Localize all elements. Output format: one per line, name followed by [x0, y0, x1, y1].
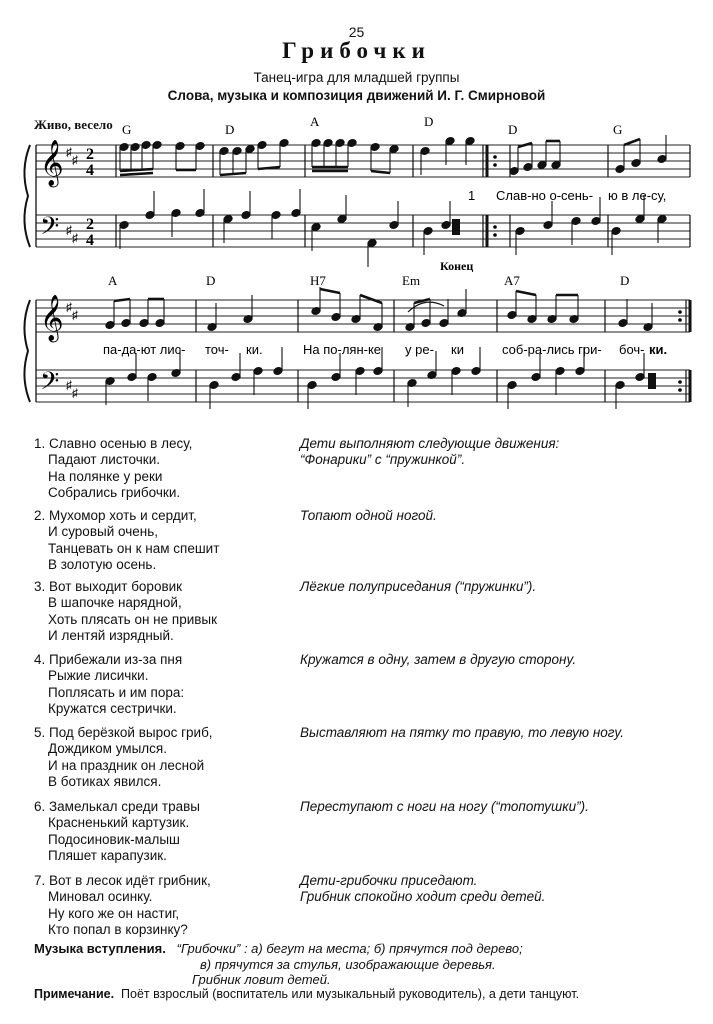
repeat-dot	[678, 318, 682, 322]
note-beam	[624, 139, 640, 145]
verse-line: Падают листочки.	[48, 452, 161, 468]
verse-line: Поплясать и им пора:	[48, 684, 185, 700]
chord-symbol: H7	[310, 273, 326, 288]
movement-line: Дети-грибочки приседают.	[300, 873, 478, 888]
verse-line: В шапочке нарядной,	[48, 595, 182, 611]
chord-block	[648, 373, 656, 389]
verse-line: Пляшет карапузик.	[48, 847, 167, 863]
verse-4	[34, 652, 184, 717]
lyric-syllables: ки.	[246, 342, 263, 357]
key-sharp: ♯	[66, 300, 72, 314]
time-signature: 4	[86, 232, 94, 249]
verse-line: Ну кого же он настиг,	[48, 905, 180, 921]
note-beam	[516, 291, 536, 295]
note-beam	[360, 295, 382, 303]
repeat-dot	[678, 388, 682, 392]
verse-line: Кто попал в корзинку?	[48, 921, 188, 937]
key-sharp: ♯	[66, 145, 72, 159]
lyric-syllables: ки	[451, 342, 464, 357]
lyric-syllables: На по-лян-ке	[303, 342, 382, 357]
movement-4	[300, 652, 576, 668]
bass-clef: 𝄢	[40, 212, 60, 247]
system-brace	[24, 300, 30, 402]
note-beam	[220, 173, 246, 175]
verse-line: И суровый очень,	[48, 524, 158, 540]
tempo-marking: Живо, весело	[34, 117, 113, 132]
repeat-dot	[493, 155, 497, 159]
movement-3	[300, 579, 536, 595]
key-sharp: ♯	[66, 378, 72, 392]
verse-line: Миновал осинку.	[48, 889, 153, 905]
verse-line: На полянке у реки	[48, 468, 163, 484]
end-mark: Конец	[440, 259, 474, 273]
movement-line: Выставляют на пятку то правую, то левую ногу.	[300, 725, 625, 740]
intro-line: в) прячутся за стулья, изображающие деревья.	[200, 956, 496, 972]
song-subtitle: Танец-игра для младшей группы	[253, 70, 460, 85]
chord-symbol: D	[225, 122, 235, 137]
verse-line: В золотую осень.	[48, 556, 157, 572]
verse-line: Кружатся сестрички.	[48, 700, 177, 716]
chord-symbol: A	[108, 273, 118, 288]
movement-6	[300, 799, 589, 815]
verse-line: 2. Мухомор хоть и сердит,	[34, 508, 197, 523]
verse-line: 7. Вот в лесок идёт грибник,	[34, 873, 211, 888]
staff-lines	[24, 140, 690, 402]
lyric-syllables: у ре-	[405, 342, 434, 357]
chord-symbol: D	[508, 122, 518, 137]
verse-1	[34, 436, 192, 501]
verse-line: И лентяй изрядный.	[48, 627, 174, 643]
lyric-syllables: па-да-ют лис-	[103, 342, 186, 357]
chord-symbol: D	[620, 273, 630, 288]
time-signature: 4	[86, 162, 94, 179]
song-title: Грибочки	[282, 38, 431, 63]
repeat-dot	[678, 380, 682, 384]
verse-line: 3. Вот выходит боровик	[34, 579, 183, 594]
chord-symbol: A7	[504, 273, 520, 288]
verse-line: 1. Славно осенью в лесу,	[34, 436, 193, 451]
verse-line: В ботиках явился.	[48, 773, 162, 789]
movement-5	[300, 725, 624, 741]
movement-line: Кружатся в одну, затем в другую сторону.	[300, 652, 577, 667]
verse-line: Подосиновик-малыш	[48, 831, 180, 847]
time-signature: 2	[86, 146, 94, 163]
page-number: 25	[348, 24, 365, 40]
movement-line: “Фонарики” с “пружинкой”.	[300, 452, 466, 468]
verse-line: Красненький картузик.	[48, 815, 190, 831]
system-brace	[24, 145, 30, 247]
repeat-dot	[493, 163, 497, 167]
verse-line: Собрались грибочки.	[48, 484, 181, 500]
chord-symbol: D	[206, 273, 216, 288]
lyric-syllables: точ-	[205, 342, 229, 357]
lyric-syllables: соб-ра-лись гри-	[502, 342, 602, 357]
movement-1	[300, 436, 559, 469]
music-score	[0, 0, 713, 430]
key-sharp: ♯	[72, 231, 78, 245]
movement-line: Дети выполняют следующие движения:	[300, 436, 560, 451]
key-sharp: ♯	[66, 223, 72, 237]
lyric-syllables: Слав-но о-сень-	[496, 188, 594, 203]
chord-block	[452, 219, 460, 235]
verse-line: Рыжие лисички.	[48, 668, 149, 684]
note-label: Примечание.	[34, 987, 115, 1001]
movement-line: Переступают с ноги на ногу (“топотушки”).	[300, 799, 589, 814]
key-sharp: ♯	[72, 153, 78, 167]
verse-2	[34, 508, 219, 573]
chord-symbol: D	[424, 114, 434, 129]
verse-line: Хоть плясать он не привык	[48, 611, 218, 627]
chord-symbol: A	[310, 114, 320, 129]
verse-line: 4. Прибежали из-за пня	[34, 652, 183, 667]
intro-label: Музыка вступления.	[34, 941, 166, 956]
note-beam	[114, 299, 130, 301]
song-credits: Слова, музыка и композиция движений И. Г. Смирновой	[167, 88, 546, 103]
verse-line: 6. Замелькал среди травы	[34, 799, 200, 814]
repeat-dot	[493, 233, 497, 237]
key-sharp: ♯	[72, 308, 78, 322]
bass-clef: 𝄢	[40, 367, 60, 402]
verse-3	[34, 579, 217, 644]
note-text: Поёт взрослый (воспитатель или музыкальный руководитель), а дети танцуют.	[121, 987, 580, 1001]
intro-section	[34, 941, 523, 988]
chord-symbol: G	[613, 122, 623, 137]
movement-line: Топают одной ногой.	[300, 508, 437, 523]
notes	[105, 135, 667, 409]
movement-line: Грибник спокойно ходит среди детей.	[300, 889, 546, 905]
intro-line: Грибник ловит детей.	[192, 972, 331, 987]
chord-symbol: Em	[402, 273, 421, 288]
verse-line: Дождиком умылся.	[48, 741, 167, 757]
time-signature: 2	[86, 216, 94, 233]
note-beam	[371, 171, 390, 173]
verse-line: Танцевать он к нам спешит	[48, 540, 220, 556]
movement-line: Лёгкие полуприседания (“пружинки”).	[300, 579, 537, 594]
chord-symbol: G	[122, 122, 132, 137]
movement-2	[300, 508, 437, 524]
verse-number: 1	[468, 188, 476, 203]
verse-line: И на праздник он лесной	[48, 757, 205, 773]
verse-line: 5. Под берёзкой вырос гриб,	[34, 725, 213, 740]
intro-line: “Грибочки” : а) бегут на места; б) прячутся под дерево;	[176, 941, 523, 956]
lyric-syllables: ки.	[649, 342, 668, 357]
note-section	[34, 987, 579, 1001]
treble-clef: 𝄞	[40, 295, 64, 341]
movement-7	[300, 873, 545, 906]
lyric-syllables: боч-	[619, 342, 645, 357]
verse-5	[34, 725, 213, 790]
key-sharp: ♯	[72, 386, 78, 400]
repeat-dot	[678, 310, 682, 314]
note-beam	[320, 289, 340, 293]
verse-7	[34, 873, 211, 938]
note-beam	[120, 173, 153, 175]
treble-clef: 𝄞	[40, 140, 64, 186]
verse-6	[34, 799, 200, 864]
repeat-dot	[493, 225, 497, 229]
slur	[408, 302, 444, 312]
lyric-syllables: ю в ле-су,	[608, 188, 667, 203]
